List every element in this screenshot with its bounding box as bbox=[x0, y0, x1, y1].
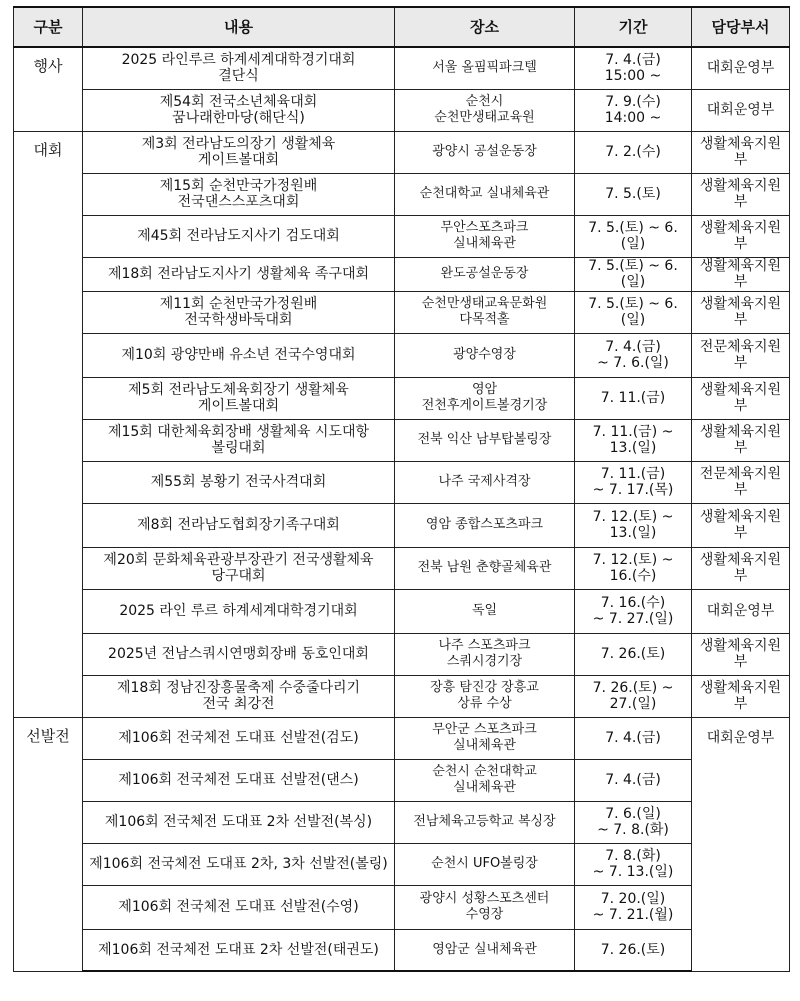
table-row bbox=[14, 377, 790, 419]
header-venue: 장소 bbox=[395, 7, 575, 47]
venue-cell: 전북 익산 남부탑볼링장 bbox=[395, 419, 575, 461]
department-cell: 생활체육지원부 bbox=[692, 547, 790, 589]
table-row bbox=[14, 633, 790, 675]
table-row bbox=[14, 461, 790, 503]
period-cell: 7. 11.(금) ~ 7. 17.(목) bbox=[575, 461, 692, 503]
venue-cell: 무안스포츠파크 실내체육관 bbox=[395, 215, 575, 257]
header-period: 기간 bbox=[575, 7, 692, 47]
period-cell: 7. 5.(토) ~ 6.(일) bbox=[575, 257, 692, 291]
header-content: 내용 bbox=[83, 7, 395, 47]
venue-cell: 광양수영장 bbox=[395, 333, 575, 377]
table-row bbox=[14, 215, 790, 257]
department-cell: 생활체육지원부 bbox=[692, 131, 790, 173]
venue-cell: 장흥 탐진강 장흥교 상류 수상 bbox=[395, 675, 575, 717]
content-cell: 제106회 전국체전 도대표 2차 선발전(태권도) bbox=[83, 929, 395, 971]
content-cell: 제106회 전국체전 도대표 선발전(검도) bbox=[83, 717, 395, 759]
venue-cell: 나주 스포츠파크 스쿼시경기장 bbox=[395, 633, 575, 675]
venue-cell: 광양시 성황스포츠센터 수영장 bbox=[395, 885, 575, 929]
schedule-sheet bbox=[13, 6, 789, 972]
department-cell: 대회운영부 bbox=[692, 47, 790, 89]
department-cell: 대회운영부 bbox=[692, 589, 790, 633]
content-cell: 제106회 전국체전 도대표 선발전(댄스) bbox=[83, 759, 395, 801]
period-cell: 7. 26.(토) bbox=[575, 929, 692, 971]
venue-cell: 광양시 공설운동장 bbox=[395, 131, 575, 173]
table-row bbox=[14, 589, 790, 633]
department-cell: 생활체육지원부 bbox=[692, 419, 790, 461]
table-row bbox=[14, 333, 790, 377]
venue-cell: 순천만생태교육문화원 다목적홀 bbox=[395, 291, 575, 333]
venue-cell: 순천시 UFO볼링장 bbox=[395, 843, 575, 885]
content-cell: 제10회 광양만배 유소년 전국수영대회 bbox=[83, 333, 395, 377]
content-cell: 제106회 전국체전 도대표 선발전(수영) bbox=[83, 885, 395, 929]
period-cell: 7. 4.(금) bbox=[575, 717, 692, 759]
period-cell: 7. 2.(수) bbox=[575, 131, 692, 173]
schedule-body bbox=[14, 47, 790, 971]
venue-cell: 순천시 순천만생태교육원 bbox=[395, 89, 575, 131]
department-cell: 생활체육지원부 bbox=[692, 173, 790, 215]
venue-cell: 전북 남원 춘향골체육관 bbox=[395, 547, 575, 589]
department-cell: 생활체육지원부 bbox=[692, 291, 790, 333]
table-row bbox=[14, 257, 790, 291]
period-cell: 7. 11.(금) ~ 13.(일) bbox=[575, 419, 692, 461]
period-cell: 7. 12.(토) ~ 16.(수) bbox=[575, 547, 692, 589]
department-cell: 생활체육지원부 bbox=[692, 215, 790, 257]
table-row bbox=[14, 89, 790, 131]
period-cell: 7. 8.(화) ~ 7. 13.(일) bbox=[575, 843, 692, 885]
content-cell: 제5회 전라남도체육회장기 생활체육 게이트볼대회 bbox=[83, 377, 395, 419]
table-row bbox=[14, 801, 790, 843]
table-row bbox=[14, 131, 790, 173]
department-cell: 전문체육지원부 bbox=[692, 461, 790, 503]
table-row bbox=[14, 675, 790, 717]
period-cell: 7. 26.(토) ~ 27.(일) bbox=[575, 675, 692, 717]
content-cell: 제106회 전국체전 도대표 2차, 3차 선발전(볼링) bbox=[83, 843, 395, 885]
venue-cell: 영암 종합스포츠파크 bbox=[395, 503, 575, 547]
content-cell: 제18회 전라남도지사기 생활체육 족구대회 bbox=[83, 257, 395, 291]
content-cell: 제55회 봉황기 전국사격대회 bbox=[83, 461, 395, 503]
category-cell-competition: 대회 bbox=[14, 131, 83, 717]
header-category: 구분 bbox=[14, 7, 83, 47]
period-cell: 7. 11.(금) bbox=[575, 377, 692, 419]
period-cell: 7. 4.(금) bbox=[575, 759, 692, 801]
table-row bbox=[14, 503, 790, 547]
period-cell: 7. 5.(토) bbox=[575, 173, 692, 215]
content-cell: 2025 라인 루르 하계세계대학경기대회 bbox=[83, 589, 395, 633]
period-cell: 7. 4.(금) ~ 7. 6.(일) bbox=[575, 333, 692, 377]
venue-cell: 영암 전천후게이트볼경기장 bbox=[395, 377, 575, 419]
table-row bbox=[14, 173, 790, 215]
content-cell: 제15회 순천만국가정원배 전국댄스스포츠대회 bbox=[83, 173, 395, 215]
venue-cell: 순천시 순천대학교 실내체육관 bbox=[395, 759, 575, 801]
header-department: 담당부서 bbox=[692, 7, 790, 47]
venue-cell: 영암군 실내체육관 bbox=[395, 929, 575, 971]
period-cell: 7. 4.(금) 15:00 ~ bbox=[575, 47, 692, 89]
venue-cell: 독일 bbox=[395, 589, 575, 633]
table-row bbox=[14, 759, 790, 801]
venue-cell: 나주 국제사격장 bbox=[395, 461, 575, 503]
period-cell: 7. 9.(수) 14:00 ~ bbox=[575, 89, 692, 131]
period-cell: 7. 16.(수) ~ 7. 27.(일) bbox=[575, 589, 692, 633]
venue-cell: 서울 올핌픽파크텔 bbox=[395, 47, 575, 89]
department-cell: 생활체육지원부 bbox=[692, 675, 790, 717]
content-cell: 2025년 전남스쿼시연맹회장배 동호인대회 bbox=[83, 633, 395, 675]
venue-cell: 완도공설운동장 bbox=[395, 257, 575, 291]
department-cell: 생활체육지원부 bbox=[692, 257, 790, 291]
table-row bbox=[14, 885, 790, 929]
department-cell: 생활체육지원부 bbox=[692, 503, 790, 547]
content-cell: 제20회 문화체육관광부장관기 전국생활체육 당구대회 bbox=[83, 547, 395, 589]
department-cell: 생활체육지원부 bbox=[692, 377, 790, 419]
department-cell: 전문체육지원부 bbox=[692, 333, 790, 377]
table-row bbox=[14, 419, 790, 461]
table-row bbox=[14, 291, 790, 333]
table-row bbox=[14, 929, 790, 971]
content-cell: 제11회 순천만국가정원배 전국학생바둑대회 bbox=[83, 291, 395, 333]
venue-cell: 순천대학교 실내체육관 bbox=[395, 173, 575, 215]
table-row bbox=[14, 547, 790, 589]
period-cell: 7. 26.(토) bbox=[575, 633, 692, 675]
period-cell: 7. 5.(토) ~ 6.(일) bbox=[575, 215, 692, 257]
content-cell: 제15회 대한체육회장배 생활체육 시도대항 볼링대회 bbox=[83, 419, 395, 461]
schedule-table bbox=[13, 6, 790, 972]
department-cell: 대회운영부 bbox=[692, 89, 790, 131]
table-row bbox=[14, 717, 790, 759]
department-cell-merged: 대회운영부 bbox=[692, 717, 790, 971]
period-cell: 7. 20.(일) ~ 7. 21.(월) bbox=[575, 885, 692, 929]
table-row bbox=[14, 47, 790, 89]
content-cell: 제18회 정남진장흥물축제 수중줄다리기 전국 최강전 bbox=[83, 675, 395, 717]
department-cell: 생활체육지원부 bbox=[692, 633, 790, 675]
period-cell: 7. 6.(일) ~ 7. 8.(화) bbox=[575, 801, 692, 843]
content-cell: 제54회 전국소년체육대회 꿈나래한마당(해단식) bbox=[83, 89, 395, 131]
content-cell: 제45회 전라남도지사기 검도대회 bbox=[83, 215, 395, 257]
venue-cell: 전남체육고등학교 복싱장 bbox=[395, 801, 575, 843]
content-cell: 2025 라인루르 하계세계대학경기대회 결단식 bbox=[83, 47, 395, 89]
content-cell: 제3회 전라남도의장기 생활체육 게이트볼대회 bbox=[83, 131, 395, 173]
table-row bbox=[14, 843, 790, 885]
content-cell: 제8회 전라남도협회장기족구대회 bbox=[83, 503, 395, 547]
period-cell: 7. 12.(토) ~ 13.(일) bbox=[575, 503, 692, 547]
category-cell-selection: 선발전 bbox=[14, 717, 83, 971]
header-row bbox=[14, 7, 790, 47]
period-cell: 7. 5.(토) ~ 6.(일) bbox=[575, 291, 692, 333]
content-cell: 제106회 전국체전 도대표 2차 선발전(복싱) bbox=[83, 801, 395, 843]
category-cell-event: 행사 bbox=[14, 47, 83, 131]
venue-cell: 무안군 스포츠파크 실내체육관 bbox=[395, 717, 575, 759]
